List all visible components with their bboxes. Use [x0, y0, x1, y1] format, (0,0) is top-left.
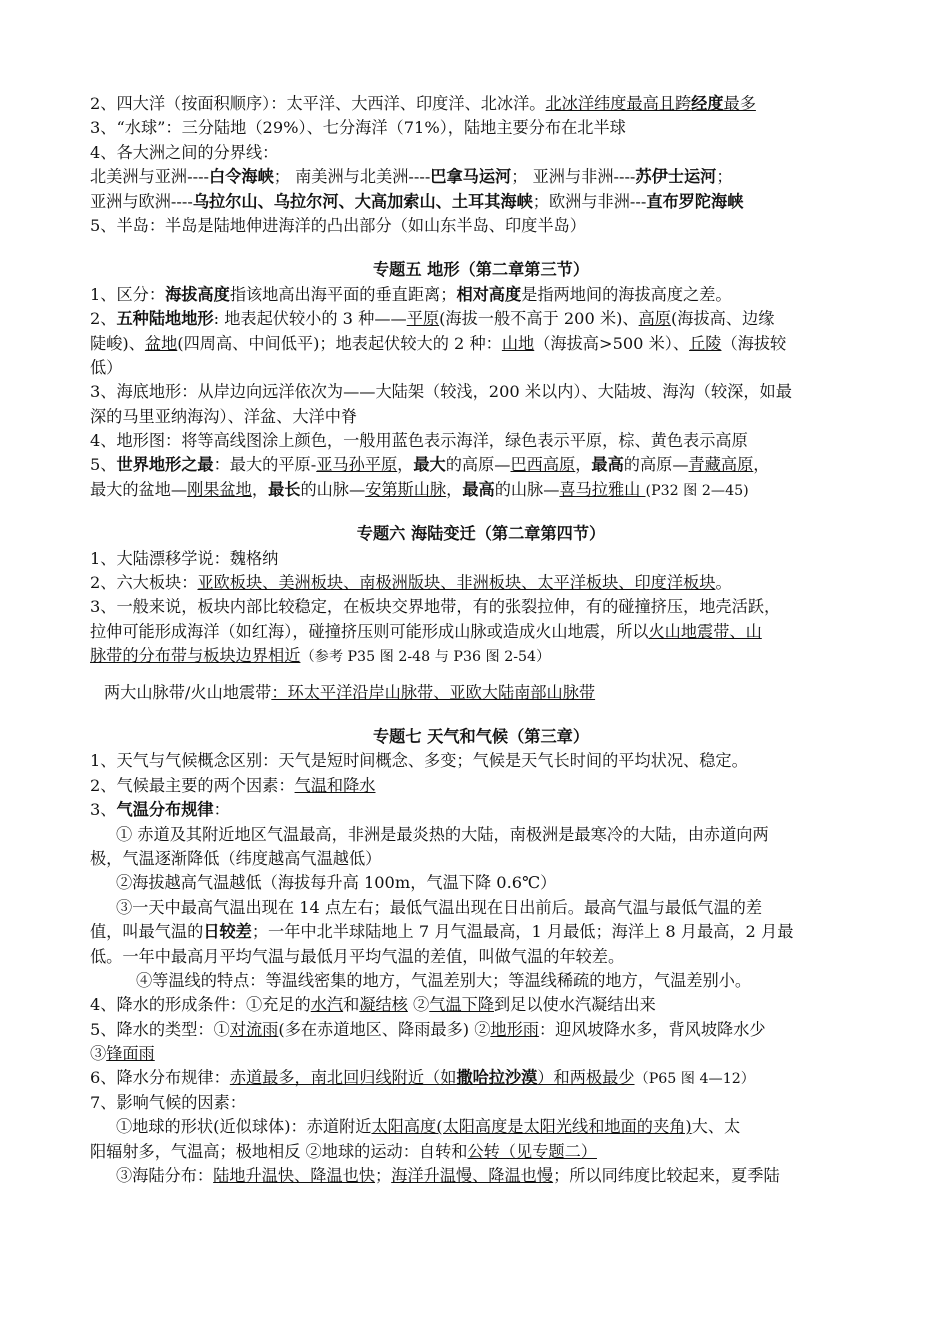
text-line: 5、半岛：半岛是陆地伸进海洋的凸出部分（如山东半岛、印度半岛）	[90, 215, 586, 235]
text: ，	[753, 455, 770, 475]
text: 的山脉—	[300, 479, 366, 499]
text: 青藏高原	[688, 455, 754, 475]
document-page	[90, 92, 872, 1188]
text: 最大的盆地—	[90, 479, 188, 499]
section-heading: 专题六 海陆变迁（第二章第四节）	[356, 524, 606, 544]
text-line: 1、大陆漂移学说：魏格纳	[90, 548, 279, 568]
text: 巴拿马运河	[430, 167, 512, 187]
text: ①地球的形状(近似球体)：赤道附近	[116, 1117, 372, 1137]
text-line: 3、一般来说，板块内部比较稳定，在板块交界地带，有的张裂拉伸，有的碰撞挤压，地壳活跃，	[90, 597, 781, 617]
spacer	[90, 502, 872, 522]
text-line: ②海拔越高气温越低（海拔每升高 100m，气温下降 0.6℃）	[116, 873, 557, 893]
text: ③海陆分布：	[116, 1166, 214, 1186]
text: 陡峻)、	[90, 333, 145, 353]
text: 撒哈拉沙漠	[456, 1068, 538, 1088]
text: 两大山脉带/火山地震带	[104, 682, 272, 702]
text-line: 1、天气与气候概念区别：天气是短时间概念、多变；气候是天气长时间的平均状况、稳定。	[90, 751, 748, 771]
text: ③	[90, 1044, 107, 1064]
text: 5、	[90, 455, 117, 475]
text: （海拔高>500 米）、	[534, 333, 690, 353]
text-line	[90, 644, 872, 668]
text: 凝结核	[359, 995, 408, 1015]
text-line: 7、影响气候的因素：	[90, 1092, 246, 1112]
text: ：	[213, 800, 230, 820]
text: 和	[343, 995, 360, 1015]
text: 的高原—	[623, 455, 689, 475]
text-line: 低）	[90, 357, 123, 377]
text: 2、气候最主要的两个因素：	[90, 775, 295, 795]
text: (多在赤道地区、降雨最多) ②	[278, 1019, 491, 1039]
text: 山地	[501, 333, 535, 353]
text-line	[90, 798, 872, 822]
text: 最高	[462, 479, 495, 499]
text: 最大	[413, 455, 446, 475]
text-line	[90, 1140, 872, 1164]
text-line	[90, 478, 872, 502]
text: 气温分布规律	[116, 800, 214, 820]
text: 世界地形之最	[116, 455, 214, 475]
text: ； 亚洲与非洲----	[511, 167, 636, 187]
text: 最高	[591, 455, 624, 475]
text-line: 4、各大洲之间的分界线：	[90, 142, 279, 162]
text-line: 深的马里亚纳海沟）、洋盆、大洋中脊	[90, 406, 358, 426]
spacer	[90, 238, 872, 258]
text: 海拔高度	[165, 284, 230, 304]
text: 太阳高度(太阳高度是太阳光线和地面的夹角)	[371, 1117, 692, 1137]
text-line	[90, 920, 872, 944]
text-line	[90, 1164, 872, 1188]
text: 海洋升温慢、降温也慢	[391, 1166, 554, 1186]
text-line: ③一天中最高气温出现在 14 点左右；最低气温出现在日出前后。最高气温与最低气温的差	[116, 897, 763, 917]
text: 平原	[406, 309, 440, 329]
text: 盆地	[144, 333, 178, 353]
text: 安第斯山脉	[365, 479, 447, 499]
text: ，	[575, 455, 592, 475]
text-line	[90, 1115, 872, 1139]
text: 直布罗陀海峡	[646, 191, 744, 211]
text-line: 3、“水球”：三分陆地（29%）、七分海洋（71%），陆地主要分布在北半球	[90, 118, 626, 138]
text: ：环太平洋沿岸山脉带、亚欧大陆南部山脉带	[271, 682, 596, 702]
text-line	[90, 190, 872, 214]
text: 刚果盆地	[187, 479, 252, 499]
text: 赤道最多，南北回归线附近（如	[229, 1068, 457, 1088]
text: 亚洲与欧洲----	[90, 191, 193, 211]
text-line	[90, 1066, 872, 1090]
text: (四周高、中间低平)；地表起伏较大的 2 种：	[177, 333, 502, 353]
text: 北美洲与亚洲----	[90, 167, 210, 187]
text: 指该地高出海平面的垂直距离；	[229, 284, 457, 304]
text: ；	[716, 167, 733, 187]
text-line: 4、地形图：将等高线图涂上颜色，一般用蓝色表示海洋，绿色表示平原，棕、黄色表示高原	[90, 431, 748, 451]
text: 值，叫最气温的	[90, 922, 204, 942]
text: 的山脉—	[494, 479, 560, 499]
text: 气温和降水	[294, 775, 376, 795]
text: 日较差	[203, 922, 252, 942]
spacer	[90, 669, 872, 681]
text: 到足以使水汽凝结出来	[493, 995, 656, 1015]
text: ；欧洲与非洲---	[532, 191, 647, 211]
text-line	[90, 1018, 872, 1042]
text: （参考 P35 图 2-48 与 P36 图 2-54）	[300, 649, 551, 666]
text: ；一年中北半球陆地上 7 月气温最高，1 月最低；海洋上 8 月最高，2 月最	[251, 922, 794, 942]
text: ； 南美洲与北美洲----	[273, 167, 431, 187]
text: ，	[251, 479, 269, 499]
text: 锋面雨	[106, 1044, 155, 1064]
text-line: 3、海底地形：从岸边向远洋依次为——大陆架（较浅，200 米以内）、大陆坡、海沟（较深，如最	[90, 382, 792, 402]
text: 火山地震带、山	[648, 621, 762, 641]
text: 亚马孙平原	[316, 455, 398, 475]
text: 高原	[638, 309, 671, 329]
text: ；	[375, 1166, 392, 1186]
text: 的高原—	[445, 455, 511, 475]
text: 白令海峡	[209, 167, 274, 187]
text: 北冰洋纬度最高且跨	[545, 94, 692, 113]
text: 拉伸可能形成海洋（如红海），碰撞挤压则可能形成山脉或造成火山地震，所以	[90, 621, 649, 641]
text: 相对高度	[456, 284, 522, 304]
text-line	[90, 307, 872, 331]
text-line	[90, 774, 872, 798]
text: 3、	[90, 800, 117, 820]
text: 最多	[723, 94, 756, 113]
text: 5、降水的类型：①	[90, 1019, 230, 1039]
text-line	[90, 993, 872, 1017]
text-line	[90, 92, 872, 116]
spacer	[90, 705, 872, 725]
text: 2、	[90, 309, 117, 329]
text: ；所以同纬度比较起来，夏季陆	[553, 1166, 780, 1186]
text: 巴西高原	[510, 455, 576, 475]
text: ，	[397, 455, 414, 475]
text: 陆地升温快、降温也快	[213, 1166, 375, 1186]
text-line	[90, 681, 872, 705]
text-line	[90, 165, 872, 189]
text: ：最大的平原-	[213, 455, 317, 475]
text: 大、太	[691, 1117, 741, 1137]
text-line: ④等温线的特点：等温线密集的地方，气温差别大；等温线稀疏的地方，气温差别小。	[136, 970, 752, 990]
text-line	[90, 571, 872, 595]
text: 4、降水的形成条件：①充足的	[90, 995, 311, 1015]
text-line	[90, 453, 872, 477]
text-line: 低。一年中最高月平均气温与最低月平均气温的差值，叫做气温的年较差。	[90, 946, 625, 966]
text-line	[90, 620, 872, 644]
text: 乌拉尔山、乌拉尔河、大高加索山、土耳其海峡	[192, 191, 533, 211]
text: 脉带的分布带与板块边界相近	[90, 646, 301, 666]
text: (海拔一般不高于 200 米)、	[439, 309, 639, 329]
text: 阳辐射多，气温高；极地相反 ②地球的运动：自转和	[90, 1141, 468, 1161]
text: 五种陆地地形	[116, 309, 214, 329]
text: 经度	[691, 94, 724, 113]
text: : 地表起伏较小的 3 种——	[213, 309, 407, 329]
text-line	[90, 283, 872, 307]
text: 2、六大板块：	[90, 573, 198, 593]
text: 苏伊士运河	[635, 167, 717, 187]
section-heading: 专题七 天气和气候（第三章）	[372, 726, 590, 746]
text-line: 极，气温逐渐降低（纬度越高气温越低）	[90, 848, 382, 868]
text: 1、区分：	[90, 284, 166, 304]
text: ，	[446, 479, 463, 499]
text: ）和两极最少	[537, 1068, 635, 1088]
text: 对流雨	[229, 1019, 279, 1039]
text-line	[90, 1042, 872, 1066]
text: 6、降水分布规律：	[90, 1068, 230, 1088]
text: 最长	[268, 479, 301, 499]
text: （海拔较	[721, 333, 787, 353]
text: (P32 图 2—45)	[645, 482, 749, 499]
text: 气温下降	[429, 995, 494, 1015]
text: ②	[407, 995, 430, 1015]
text: 喜马拉雅山	[559, 479, 646, 499]
text: 是指两地间的海拔高度之差。	[521, 284, 732, 304]
text-line: ① 赤道及其附近地区气温最高，非洲是最炎热的大陆，南极洲是最寒冷的大陆，由赤道向两	[116, 824, 769, 844]
text: 2、四大洋（按面积顺序）：太平洋、大西洋、印度洋、北冰洋。	[90, 94, 546, 113]
text: （P65 图 4—12）	[634, 1071, 755, 1088]
text-line	[90, 332, 872, 356]
text: (海拔高、边缘	[670, 309, 775, 329]
text: 地形雨	[490, 1019, 539, 1039]
text: 公转（见专题二）	[467, 1141, 597, 1161]
text: 丘陵	[689, 333, 722, 353]
text: ：迎风坡降水多，背风坡降水少	[538, 1019, 766, 1039]
text: 亚欧板块、美洲板块、南极洲版块、非洲板块、太平洋板块、印度洋板块	[197, 573, 716, 593]
section-heading: 专题五 地形（第二章第三节）	[372, 260, 590, 280]
text: 水汽	[310, 995, 344, 1015]
text: 。	[715, 573, 732, 593]
